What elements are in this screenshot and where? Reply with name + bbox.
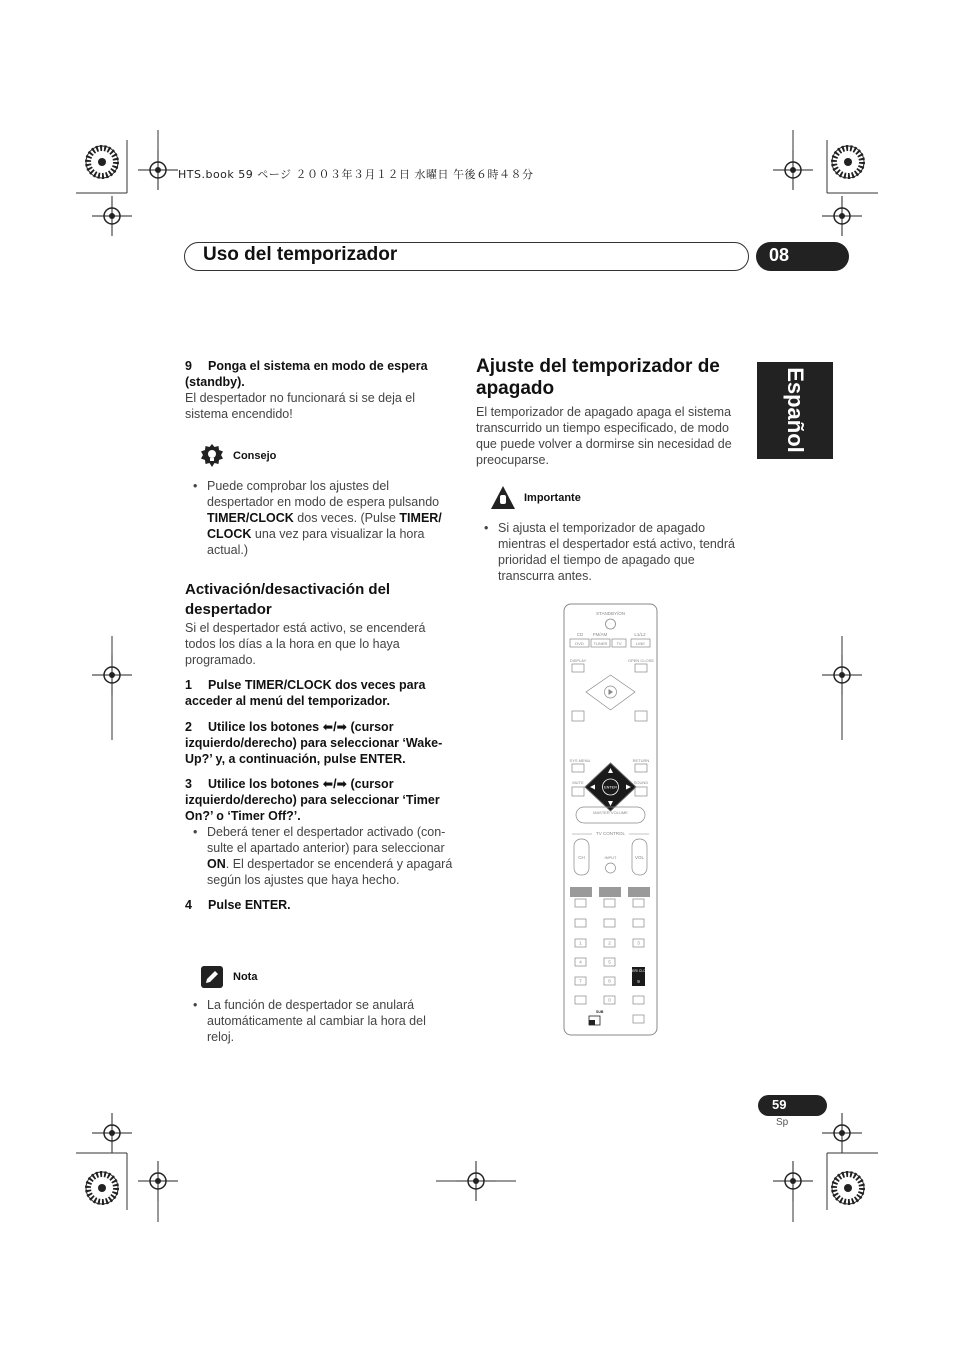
tip-bullet: • Puede comprobar los ajustes del despertador en modo de espera pulsando TIMER/CLOCK dos veces. (Pulse TIMER/ CLOCK una vez para visualizar la hora actual.) xyxy=(185,478,453,558)
src-text: TUNER xyxy=(593,641,608,646)
src-label: L1/L2 xyxy=(634,632,646,637)
sunburst-mark-icon xyxy=(831,1171,865,1205)
vol-label: VOL xyxy=(634,855,645,860)
page-language: Sp xyxy=(776,1117,789,1128)
wakeup-section xyxy=(185,580,453,913)
tip-header: Consejo xyxy=(199,443,276,469)
step-9: 9 Ponga el sistema en modo de espera (standby). xyxy=(185,359,428,389)
step-2: 2 Utilice los botones ⬅/➡ (cursor izquierdo/derecho) para seleccionar ‘Wake-Up?’ y, a continuación, pulse ENTER. xyxy=(185,720,443,766)
lightbulb-icon xyxy=(199,443,225,469)
key-5: 5 xyxy=(608,959,611,965)
key-8: 8 xyxy=(608,978,611,984)
key-9: 9 xyxy=(637,979,640,984)
important-bullet: • Si ajusta el temporizador de apagado mientras el despertador está activo, tendrá prioridad el tiempo de apagado que transcurra antes. xyxy=(476,520,746,584)
note-bullet: • La función de despertador se anulará automáticamente al cambiar la hora del reloj. xyxy=(185,997,453,1045)
section-heading: Activación/desactivación del despertador xyxy=(185,581,391,618)
important-header: Importante xyxy=(490,485,581,511)
timer-clock-label: TIMER/ CLOCK xyxy=(626,969,651,973)
mute-label: MUTE xyxy=(572,780,584,785)
step-3-bullet: • Deberá tener el despertador activado (con-sulte el apartado anterior) para seleccionar ON. El despertador se encenderá y apagará según los ajustes que haya hecho. xyxy=(185,824,453,888)
src-text: DVD xyxy=(575,641,584,646)
mode-button xyxy=(628,887,650,897)
display-label: DISPLAY xyxy=(569,658,587,663)
master-volume-label: MASTER VOLUME xyxy=(593,810,628,815)
standby-label: STANDBY/ON xyxy=(596,611,625,616)
src-text: TV xyxy=(616,641,622,646)
return-label: RETURN xyxy=(632,758,650,763)
page-number-badge xyxy=(758,1095,827,1116)
tv-control-label: TV CONTROL xyxy=(595,831,626,836)
print-slug: HTS.book 59 ページ ２００３年３月１２日 水曜日 午後６時４８分 xyxy=(178,168,534,181)
sleep-timer-heading: Ajuste del temporizador de apagado xyxy=(476,356,720,399)
important-block xyxy=(476,520,746,584)
src-label: CD xyxy=(576,632,584,637)
src-text: LINE xyxy=(636,641,645,646)
key-2: 2 xyxy=(608,940,611,946)
open-close-label: OPEN CLOSE xyxy=(627,658,655,663)
section-body: Si el despertador está activo, se encenderá todos los días a la hora en que lo haya programado. xyxy=(185,621,426,667)
warning-hand-icon xyxy=(490,485,516,511)
enter-label: ENTER xyxy=(604,785,617,790)
tip-block xyxy=(185,478,453,558)
sys-menu-label: SYS MENU xyxy=(569,758,591,763)
key-1: 1 xyxy=(579,940,582,946)
chapter-number: 08 xyxy=(769,245,790,265)
step-3: 3 Utilice los botones ⬅/➡ (cursor izquierdo/derecho) para seleccionar ‘Timer On?’ o ‘Timer Off?’. xyxy=(185,777,440,823)
language-label: Español xyxy=(783,367,808,453)
sunburst-mark-icon xyxy=(85,1171,119,1205)
mode-button xyxy=(599,887,621,897)
sound-label: SOUND xyxy=(633,780,649,785)
pencil-note-icon xyxy=(199,964,225,990)
sunburst-mark-icon xyxy=(85,145,119,179)
key-0: 0 xyxy=(608,997,611,1003)
mode-button xyxy=(570,887,592,897)
key-3: 3 xyxy=(637,940,640,946)
page-title: Uso del temporizador xyxy=(203,244,398,265)
step-1: 1 Pulse TIMER/CLOCK dos veces para acceder al menú del temporizador. xyxy=(185,678,426,708)
sleep-timer-body: El temporizador de apagado apaga el sistema transcurrido un tiempo especificado, de modo que puede volver a dormirse sin necesidad de preocuparse. xyxy=(476,405,732,467)
sub-label: SUB xyxy=(596,1010,604,1014)
left-column xyxy=(185,358,453,422)
note-block xyxy=(185,997,453,1045)
sunburst-mark-icon xyxy=(831,145,865,179)
remote-control-illustration xyxy=(563,603,658,1036)
input-label: INPUT xyxy=(604,855,617,860)
page-number: 59 xyxy=(772,1097,787,1112)
key-4: 4 xyxy=(579,959,582,965)
step-9-body: El despertador no funcionará si se deja el sistema encendido! xyxy=(185,391,416,421)
step-4: 4 Pulse ENTER. xyxy=(185,898,291,912)
right-column xyxy=(476,356,746,468)
note-header: Nota xyxy=(199,964,257,990)
src-label: FM/AM xyxy=(592,632,608,637)
ch-label: CH xyxy=(578,855,585,860)
key-7: 7 xyxy=(579,978,582,984)
